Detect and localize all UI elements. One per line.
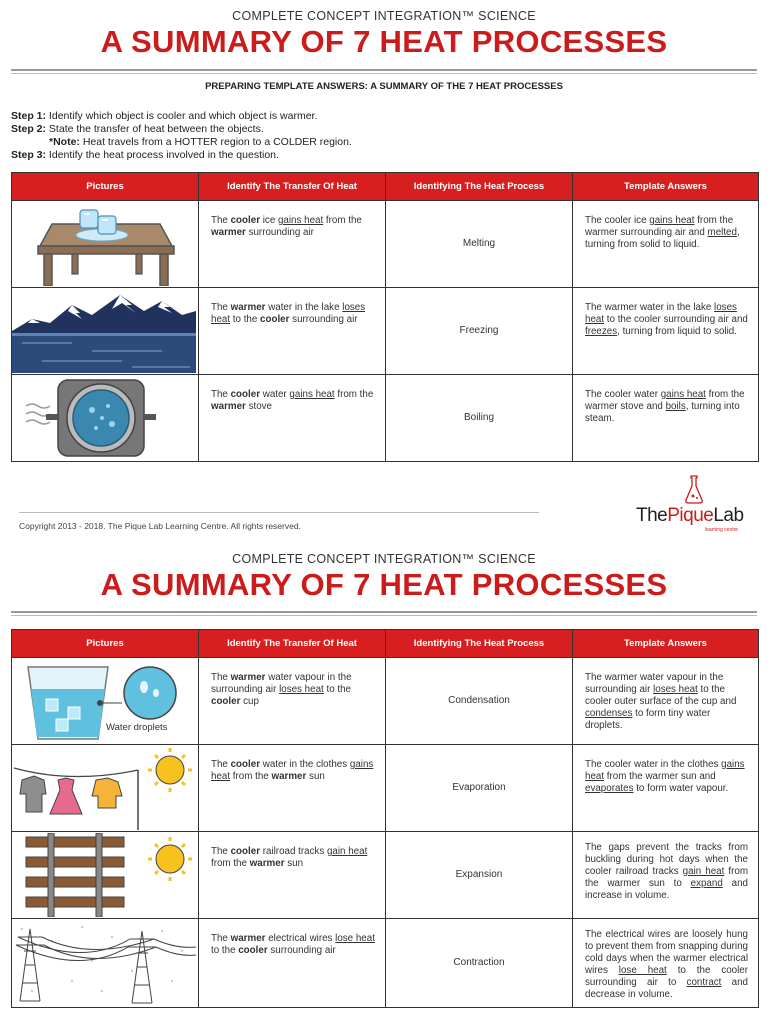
picture-cell <box>12 745 199 832</box>
page-title: A SUMMARY OF 7 HEAT PROCESSES <box>100 567 668 602</box>
boiling-pot-illustration <box>12 376 196 460</box>
process-cell: Condensation <box>386 658 573 745</box>
page-title: A SUMMARY OF 7 HEAT PROCESSES <box>100 24 668 59</box>
answer-cell: The electrical wires are loosely hung to prevent them from snapping during cold days when the warmer electrical wires lose heat to the cooler surrounding air to contract and decrease in volume. <box>573 919 759 1008</box>
transfer-cell: The cooler ice gains heat from the warmer surrounding air <box>199 201 386 288</box>
header-transfer: Identify The Transfer Of Heat <box>199 173 386 201</box>
copyright-text: Copyright 2013 - 2018. The Pique Lab Learning Centre. All rights reserved. <box>19 521 301 531</box>
table-row-freezing <box>12 288 759 375</box>
title-divider-thin <box>11 615 757 616</box>
header-transfer: Identify The Transfer Of Heat <box>199 630 386 658</box>
picture-cell <box>12 832 199 919</box>
electrical-wires-illustration <box>12 921 196 1005</box>
answer-cell: The cooler water gains heat from the warmer stove and boils, turning into steam. <box>573 375 759 462</box>
steps-list <box>11 110 352 162</box>
step-note: *Note: Heat travels from a HOTTER region to a COLDER region. <box>49 136 352 148</box>
header-answers: Template Answers <box>573 173 759 201</box>
heat-process-table-1 <box>11 172 759 462</box>
transfer-cell: The warmer water vapour in the surrounding air loses heat to the cooler cup <box>199 658 386 745</box>
subheading: PREPARING TEMPLATE ANSWERS: A SUMMARY OF THE 7 HEAT PROCESSES <box>205 81 563 92</box>
transfer-cell: The warmer water in the lake loses heat to the cooler surrounding air <box>199 288 386 375</box>
answer-cell: The gaps prevent the tracks from buckling during hot days when the cooler railroad tracks gain heat from the warmer sun to expand and increase in volume. <box>573 832 759 919</box>
answer-cell: The cooler ice gains heat from the warmer surrounding air and melted, turning from solid to liquid. <box>573 201 759 288</box>
table-row-evaporation <box>12 745 759 832</box>
clothes-line-illustration <box>12 746 196 830</box>
picture-cell <box>12 375 199 462</box>
table-row-boiling <box>12 375 759 462</box>
transfer-cell: The warmer electrical wires lose heat to the cooler surrounding air <box>199 919 386 1008</box>
flask-icon <box>684 474 704 504</box>
step-3: Step 3: Identify the heat process involved in the question. <box>11 149 279 161</box>
transfer-cell: The cooler water gains heat from the warmer stove <box>199 375 386 462</box>
table-row-contraction <box>12 919 759 1008</box>
answer-cell: The warmer water vapour in the surrounding air loses heat to the cooler outer surface of the cup and condenses to form tiny water droplets. <box>573 658 759 745</box>
table-header-row <box>12 173 759 201</box>
header-process: Identifying The Heat Process <box>386 173 573 201</box>
process-cell: Expansion <box>386 832 573 919</box>
railroad-tracks-illustration <box>12 833 196 917</box>
ice-on-table-illustration <box>12 202 196 286</box>
header-answers: Template Answers <box>573 630 759 658</box>
title-divider <box>11 69 757 71</box>
process-cell: Contraction <box>386 919 573 1008</box>
title-divider <box>11 611 757 613</box>
process-cell: Boiling <box>386 375 573 462</box>
mountain-lake-illustration <box>12 289 196 373</box>
header-pictures: Pictures <box>12 630 199 658</box>
pique-lab-logo: ThePiqueLab <box>636 505 744 526</box>
page-2 <box>0 540 768 1024</box>
process-cell: Melting <box>386 201 573 288</box>
answer-cell: The warmer water in the lake loses heat to the cooler surrounding air and freezes, turning from liquid to solid. <box>573 288 759 375</box>
process-cell: Freezing <box>386 288 573 375</box>
table-header-row <box>12 630 759 658</box>
cold-cup-illustration <box>12 659 196 743</box>
answer-cell: The cooler water in the clothes gains heat from the warmer sun and evaporates to form water vapour. <box>573 745 759 832</box>
supertitle: COMPLETE CONCEPT INTEGRATION™ SCIENCE <box>232 9 536 23</box>
step-2: Step 2: State the transfer of heat between the objects. <box>11 123 264 135</box>
footer-divider <box>19 512 539 513</box>
header-process: Identifying The Heat Process <box>386 630 573 658</box>
picture-cell <box>12 201 199 288</box>
table-row-condensation <box>12 658 759 745</box>
process-cell: Evaporation <box>386 745 573 832</box>
table-row-melting <box>12 201 759 288</box>
picture-cell <box>12 919 199 1008</box>
picture-cell <box>12 658 199 745</box>
title-divider-thin <box>11 73 757 74</box>
picture-cell <box>12 288 199 375</box>
header-pictures: Pictures <box>12 173 199 201</box>
transfer-cell: The cooler railroad tracks gain heat from the warmer sun <box>199 832 386 919</box>
logo-subtitle: learning centre <box>705 527 739 533</box>
table-row-expansion <box>12 832 759 919</box>
supertitle: COMPLETE CONCEPT INTEGRATION™ SCIENCE <box>232 552 536 566</box>
step-1: Step 1: Identify which object is cooler and which object is warmer. <box>11 110 318 122</box>
water-droplets-label: Water droplets <box>106 722 168 733</box>
transfer-cell: The cooler water in the clothes gains heat from the warmer sun <box>199 745 386 832</box>
heat-process-table-2 <box>11 629 759 1008</box>
